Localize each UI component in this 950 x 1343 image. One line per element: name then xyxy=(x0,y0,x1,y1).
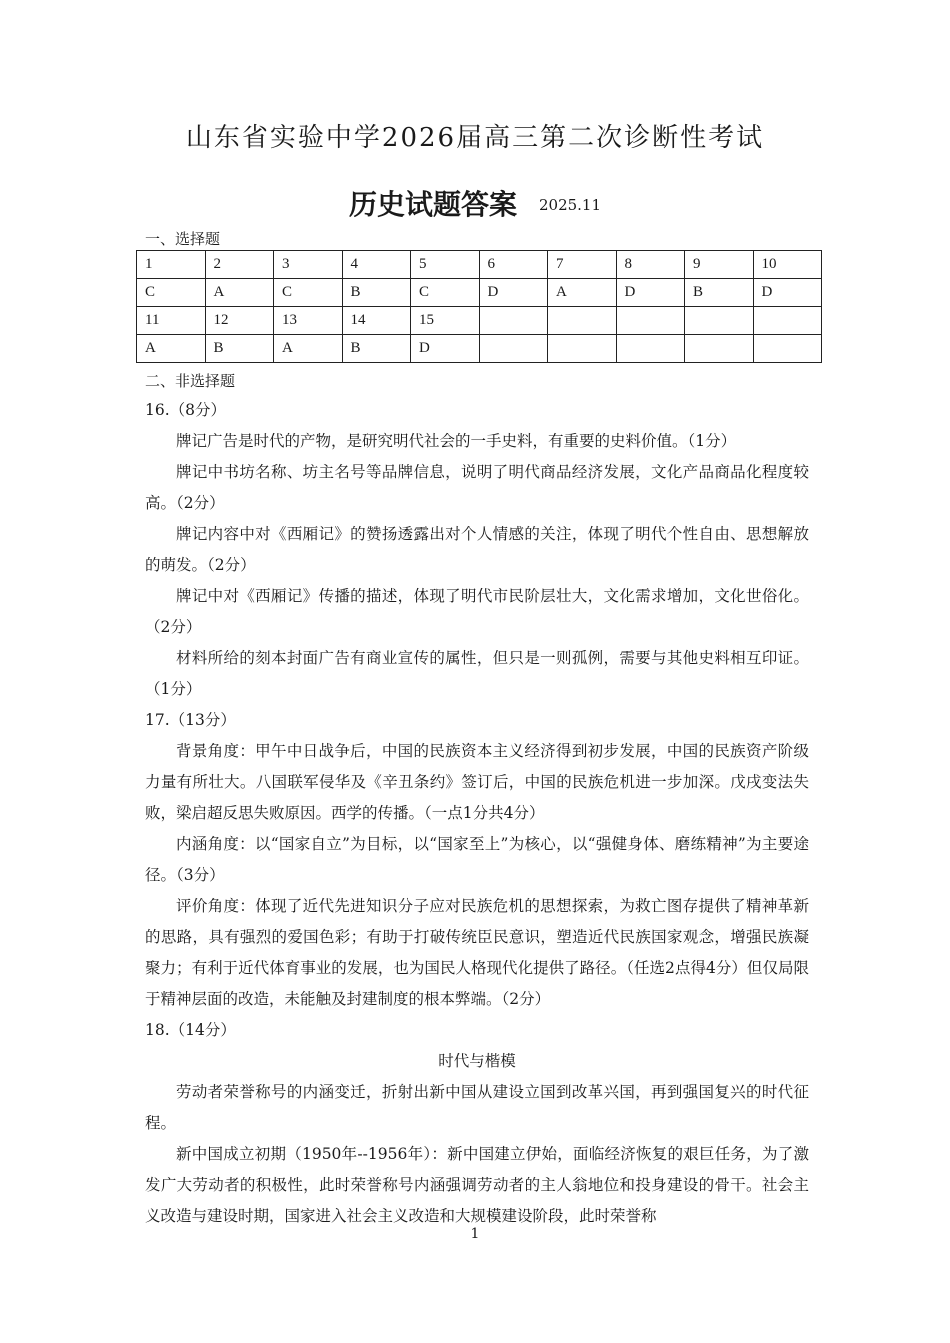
exam-date: 2025.11 xyxy=(538,196,602,214)
answer-table-cell: C xyxy=(411,279,480,307)
answer-table-cell xyxy=(616,335,685,363)
answer-table-cell: B xyxy=(342,279,411,307)
answer-table-cell xyxy=(753,307,822,335)
section-choice-label: 一、选择题 xyxy=(145,230,221,248)
answer-table-cell: 10 xyxy=(753,251,822,279)
answer-table-cell: 13 xyxy=(274,307,343,335)
answer-table-cell xyxy=(616,307,685,335)
answer-table-cell: 5 xyxy=(411,251,480,279)
answer-table-cell xyxy=(479,307,548,335)
q16-point-3: 牌记内容中对《西厢记》的赞扬透露出对个人情感的关注，体现了明代个性自由、思想解放的萌发。（2分） xyxy=(145,525,809,574)
answer-table-cell: 2 xyxy=(205,251,274,279)
document-subtitle xyxy=(0,183,950,223)
answer-table-cell xyxy=(753,335,822,363)
answer-table-cell: 15 xyxy=(411,307,480,335)
answer-table-cell: 9 xyxy=(685,251,754,279)
q18-paragraph-1: 劳动者荣誉称号的内涵变迁，折射出新中国从建设立国到改革兴国，再到强国复兴的时代征程。 xyxy=(145,1083,809,1132)
answer-table-cell: D xyxy=(753,279,822,307)
answer-table-cell: B xyxy=(342,335,411,363)
answer-table-row xyxy=(137,335,822,363)
q17-evaluation: 评价角度：体现了近代先进知识分子应对民族危机的思想探索，为救亡图存提供了精神革新的思路，具有强烈的爱国色彩；有助于打破传统臣民意识，塑造近代民族国家观念，增强民族凝聚力；有利于近代体育事业的发展，也为国民人格现代化提供了路径。（任选2点得4分）但仅局限于精神层面的改造，未能触及封建制度的根本弊端。（2分） xyxy=(145,897,809,1008)
q18-paragraph-2: 新中国成立初期（1950年--1956年）：新中国建立伊始，面临经济恢复的艰巨任务，为了激发广大劳动者的积极性，此时荣誉称号内涵强调劳动者的主人翁地位和投身建设的骨干。社会主义改造与建设时期，国家进入社会主义改造和大规模建设阶段，此时荣誉称 xyxy=(145,1145,809,1225)
answer-table-cell: 1 xyxy=(137,251,206,279)
q16-heading: 16.（8分） xyxy=(145,401,227,419)
q17-heading: 17.（13分） xyxy=(145,711,236,729)
answer-table-cell: D xyxy=(616,279,685,307)
answer-table xyxy=(136,250,822,363)
answer-table-cell: 6 xyxy=(479,251,548,279)
answer-table-cell: B xyxy=(685,279,754,307)
answer-table-cell: 7 xyxy=(548,251,617,279)
answer-table-cell xyxy=(685,335,754,363)
q16-point-5: 材料所给的刻本封面广告有商业宣传的属性，但只是一则孤例，需要与其他史料相互印证。（1分） xyxy=(145,649,809,698)
answer-table-cell: 11 xyxy=(137,307,206,335)
answer-table-cell: D xyxy=(479,279,548,307)
answer-table-cell: 12 xyxy=(205,307,274,335)
q17-connotation: 内涵角度：以“国家自立”为目标，以“国家至上”为核心，以“强健身体、磨练精神”为主要途径。（3分） xyxy=(145,835,809,884)
answer-table-cell: A xyxy=(205,279,274,307)
answer-table-cell: C xyxy=(137,279,206,307)
q16-point-4: 牌记中对《西厢记》传播的描述，体现了明代市民阶层壮大，文化需求增加，文化世俗化。（2分） xyxy=(145,587,809,636)
answer-table-cell: A xyxy=(137,335,206,363)
answer-table-cell: 8 xyxy=(616,251,685,279)
answer-table-row xyxy=(137,279,822,307)
q16-point-2: 牌记中书坊名称、坊主名号等品牌信息，说明了明代商品经济发展，文化产品商品化程度较高。（2分） xyxy=(145,463,809,512)
section-nonchoice-label: 二、非选择题 xyxy=(145,372,236,390)
answer-table-row xyxy=(137,251,822,279)
answer-table-cell: D xyxy=(411,335,480,363)
page-number: 1 xyxy=(470,1226,480,1242)
q18-heading: 18.（14分） xyxy=(145,1021,236,1039)
answer-table-cell: 4 xyxy=(342,251,411,279)
answer-table-cell xyxy=(548,335,617,363)
answer-table-cell xyxy=(548,307,617,335)
answer-table-cell: A xyxy=(548,279,617,307)
answers-body xyxy=(145,395,809,1232)
answer-table-cell: 3 xyxy=(274,251,343,279)
q17-background: 背景角度：甲午中日战争后，中国的民族资本主义经济得到初步发展，中国的民族资产阶级力量有所壮大。八国联军侵华及《辛丑条约》签订后，中国的民族危机进一步加深。戊戌变法失败，梁启超反思失败原因。西学的传播。（一点1分共4分） xyxy=(145,742,809,822)
answer-table-row xyxy=(137,307,822,335)
subtitle-text: 历史试题答案 xyxy=(348,188,517,221)
answer-table-cell xyxy=(685,307,754,335)
document-title: 山东省实验中学2026届高三第二次诊断性考试 xyxy=(185,123,765,153)
answer-table-cell: C xyxy=(274,279,343,307)
q18-essay-title: 时代与楷模 xyxy=(438,1052,516,1070)
answer-table-cell: 14 xyxy=(342,307,411,335)
answer-table-cell xyxy=(479,335,548,363)
answer-table-cell: A xyxy=(274,335,343,363)
answer-table-cell: B xyxy=(205,335,274,363)
q16-point-1: 牌记广告是时代的产物，是研究明代社会的一手史料，有重要的史料价值。（1分） xyxy=(176,432,737,450)
